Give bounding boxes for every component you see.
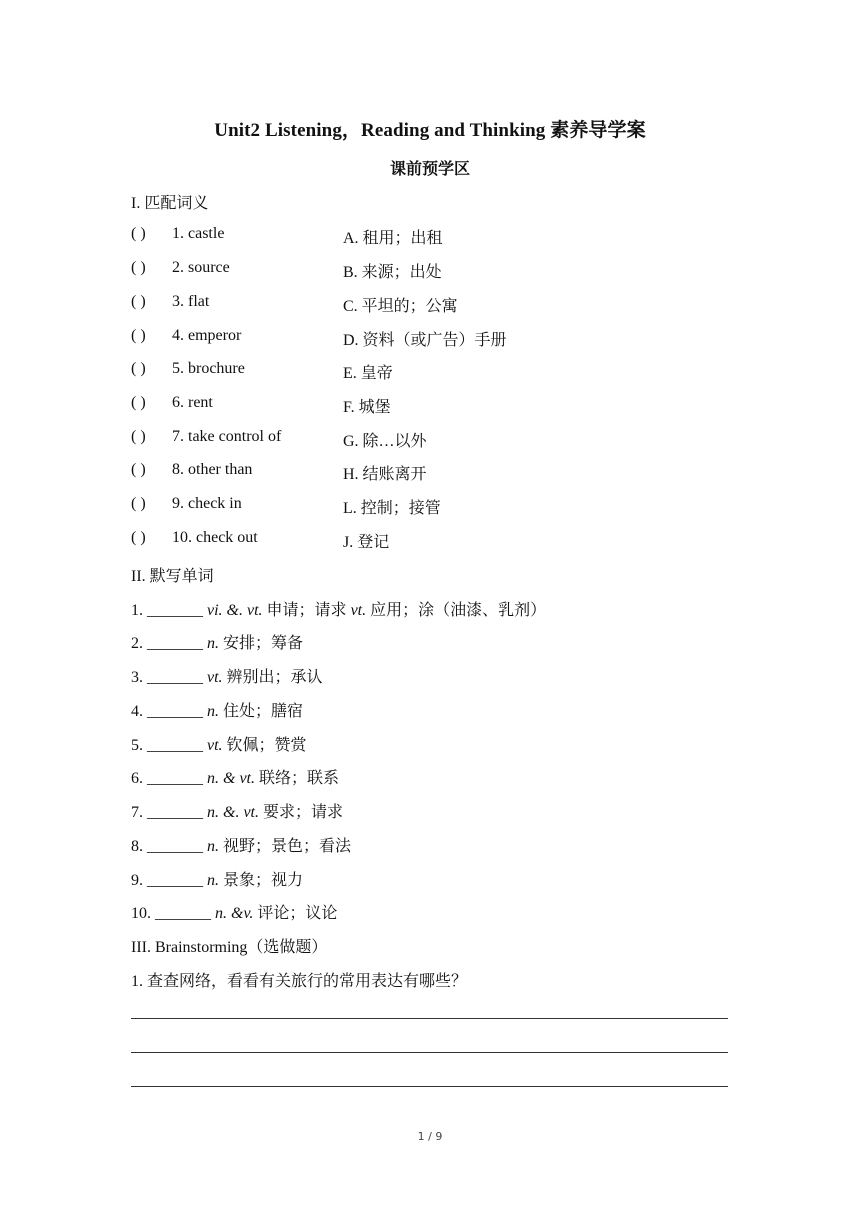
answer-paren[interactable]: ( ) [131,293,146,310]
match-definition: G. 除…以外 [343,433,427,450]
part-of-speech: vt. [203,737,223,754]
answer-line[interactable] [131,1018,728,1019]
item-number: 3. [131,669,147,686]
answer-blank[interactable]: _______ [147,804,203,821]
answer-blank[interactable]: _______ [147,838,203,855]
section3-heading: III. Brainstorming（选做题） [131,939,328,956]
part-of-speech: n. [203,703,219,720]
item-number: 4. [131,703,147,720]
match-term: 2. source [172,259,230,276]
part-of-speech: n. &v. [211,905,254,922]
answer-blank[interactable]: _______ [147,669,203,686]
answer-line[interactable] [131,1052,728,1053]
item-number: 2. [131,635,147,652]
dictation-item [131,799,343,822]
word-meaning: 申请；请求 [262,602,351,619]
dictation-item [131,900,337,923]
dictation-item [131,597,546,620]
match-term: 10. check out [172,529,258,546]
match-definition: F. 城堡 [343,399,391,416]
word-meaning: 住处；膳宿 [219,703,304,720]
match-definition: H. 结账离开 [343,466,427,483]
dictation-item [131,732,307,755]
part-of-speech: n. [203,872,219,889]
word-meaning: 钦佩；赞赏 [222,737,307,754]
answer-paren[interactable]: ( ) [131,360,146,377]
answer-paren[interactable]: ( ) [131,394,146,411]
brainstorm-question: 1. 查查网络，看看有关旅行的常用表达有哪些？ [131,973,468,990]
part-of-speech: n. &. vt. [203,804,259,821]
part-of-speech: n. [203,838,219,855]
section1-heading: I. 匹配词义 [131,195,209,212]
match-definition: C. 平坦的；公寓 [343,298,458,315]
match-term: 6. rent [172,394,213,411]
answer-blank[interactable]: _______ [147,770,203,787]
match-term: 8. other than [172,461,253,478]
part-of-speech: n. & vt. [203,770,255,787]
word-meaning: 评论；议论 [253,905,338,922]
dictation-item [131,765,339,788]
match-definition: D. 资料（或广告）手册 [343,332,507,349]
word-meaning: 辨别出；承认 [222,669,323,686]
dictation-item [131,698,303,721]
part-of-speech: vi. &. vt. [203,602,263,619]
word-meaning: 安排；筹备 [219,635,304,652]
dictation-item [131,630,303,653]
answer-blank[interactable]: _______ [147,635,203,652]
match-term: 1. castle [172,225,225,242]
match-definition: L. 控制；接管 [343,500,441,517]
answer-paren[interactable]: ( ) [131,259,146,276]
part-of-speech: vt. [350,602,367,619]
dictation-item [131,867,303,890]
answer-paren[interactable]: ( ) [131,495,146,512]
answer-paren[interactable]: ( ) [131,428,146,445]
match-definition: A. 租用；出租 [343,230,443,247]
word-meaning: 要求；请求 [259,804,344,821]
part-of-speech: n. [203,635,219,652]
answer-line[interactable] [131,1086,728,1087]
answer-blank[interactable]: _______ [147,703,203,720]
answer-blank[interactable]: _______ [147,602,203,619]
answer-blank[interactable]: _______ [147,872,203,889]
match-term: 3. flat [172,293,210,310]
word-meaning: 景象；视力 [219,872,304,889]
answer-paren[interactable]: ( ) [131,225,146,242]
answer-paren[interactable]: ( ) [131,529,146,546]
answer-paren[interactable]: ( ) [131,327,146,344]
word-meaning: 应用；涂（油漆、乳剂） [366,602,547,619]
dictation-item [131,833,351,856]
match-term: 9. check in [172,495,242,512]
match-term: 4. emperor [172,327,242,344]
answer-blank[interactable]: _______ [155,905,211,922]
match-definition: E. 皇帝 [343,365,393,382]
answer-paren[interactable]: ( ) [131,461,146,478]
part-of-speech: vt. [203,669,223,686]
answer-blank[interactable]: _______ [147,737,203,754]
word-meaning: 联络；联系 [255,770,340,787]
item-number: 6. [131,770,147,787]
page-number: 1 / 9 [417,1130,443,1143]
match-term: 5. brochure [172,360,245,377]
item-number: 8. [131,838,147,855]
dictation-item [131,664,323,687]
section-subtitle: 课前预学区 [389,161,470,178]
item-number: 7. [131,804,147,821]
item-number: 5. [131,737,147,754]
match-definition: B. 来源；出处 [343,264,442,281]
item-number: 10. [131,905,155,922]
document-title: Unit2 Listening，Reading and Thinking 素养导学案 [214,120,646,141]
item-number: 9. [131,872,147,889]
word-meaning: 视野；景色；看法 [219,838,352,855]
match-definition: J. 登记 [343,534,390,551]
item-number: 1. [131,602,147,619]
section2-heading: II. 默写单词 [131,568,214,585]
match-term: 7. take control of [172,428,282,445]
